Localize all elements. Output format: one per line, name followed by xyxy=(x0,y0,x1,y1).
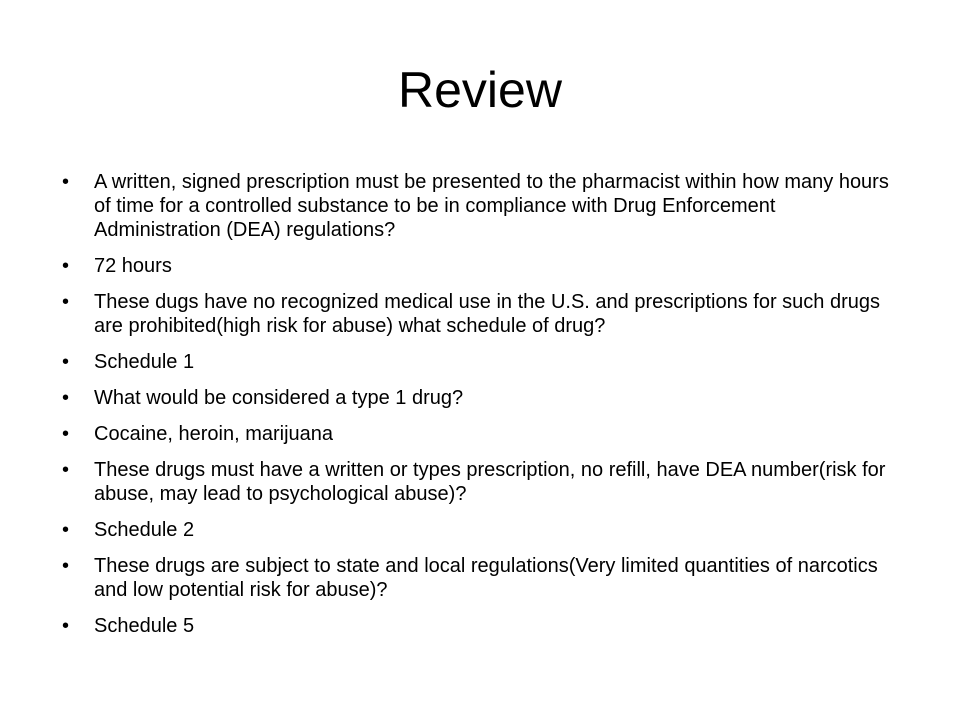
bullet-icon: • xyxy=(62,351,70,373)
bullet-item xyxy=(62,422,902,446)
bullet-text: Schedule 2 xyxy=(94,519,195,541)
bullet-text: Schedule 1 xyxy=(94,351,195,373)
bullet-text: A written, signed prescription must be presented to the pharmacist within how many hours of time for a controlled substance to be in compliance with Drug Enforcement Administration (DEA) regulations? xyxy=(94,171,889,241)
bullet-text: These drugs must have a written or types prescription, no refill, have DEA number(risk for abuse, may lead to psychological abuse)? xyxy=(94,459,886,505)
bullet-item xyxy=(62,386,902,410)
bullet-item xyxy=(62,350,902,374)
bullet-text: What would be considered a type 1 drug? xyxy=(94,387,464,409)
bullet-icon: • xyxy=(62,615,70,637)
bullet-item xyxy=(62,458,902,506)
bullet-text: Cocaine, heroin, marijuana xyxy=(94,423,334,445)
bullet-icon: • xyxy=(62,555,70,577)
bullet-text: Schedule 5 xyxy=(94,615,195,637)
bullet-item xyxy=(62,170,902,242)
slide-title: Review xyxy=(398,62,562,118)
bullet-item xyxy=(62,254,902,278)
bullet-item xyxy=(62,554,902,602)
bullet-icon: • xyxy=(62,519,70,541)
bullet-item xyxy=(62,518,902,542)
bullet-icon: • xyxy=(62,255,70,277)
bullet-list xyxy=(62,170,902,650)
bullet-icon: • xyxy=(62,423,70,445)
bullet-icon: • xyxy=(62,171,70,193)
bullet-icon: • xyxy=(62,459,70,481)
bullet-item xyxy=(62,614,902,638)
bullet-text: These dugs have no recognized medical use in the U.S. and prescriptions for such drugs are prohibited(high risk for abuse) what schedule of drug? xyxy=(94,291,880,337)
bullet-icon: • xyxy=(62,387,70,409)
bullet-text: 72 hours xyxy=(94,255,172,277)
bullet-icon: • xyxy=(62,291,70,313)
bullet-text: These drugs are subject to state and local regulations(Very limited quantities of narcotics and low potential risk for abuse)? xyxy=(94,555,878,601)
bullet-item xyxy=(62,290,902,338)
